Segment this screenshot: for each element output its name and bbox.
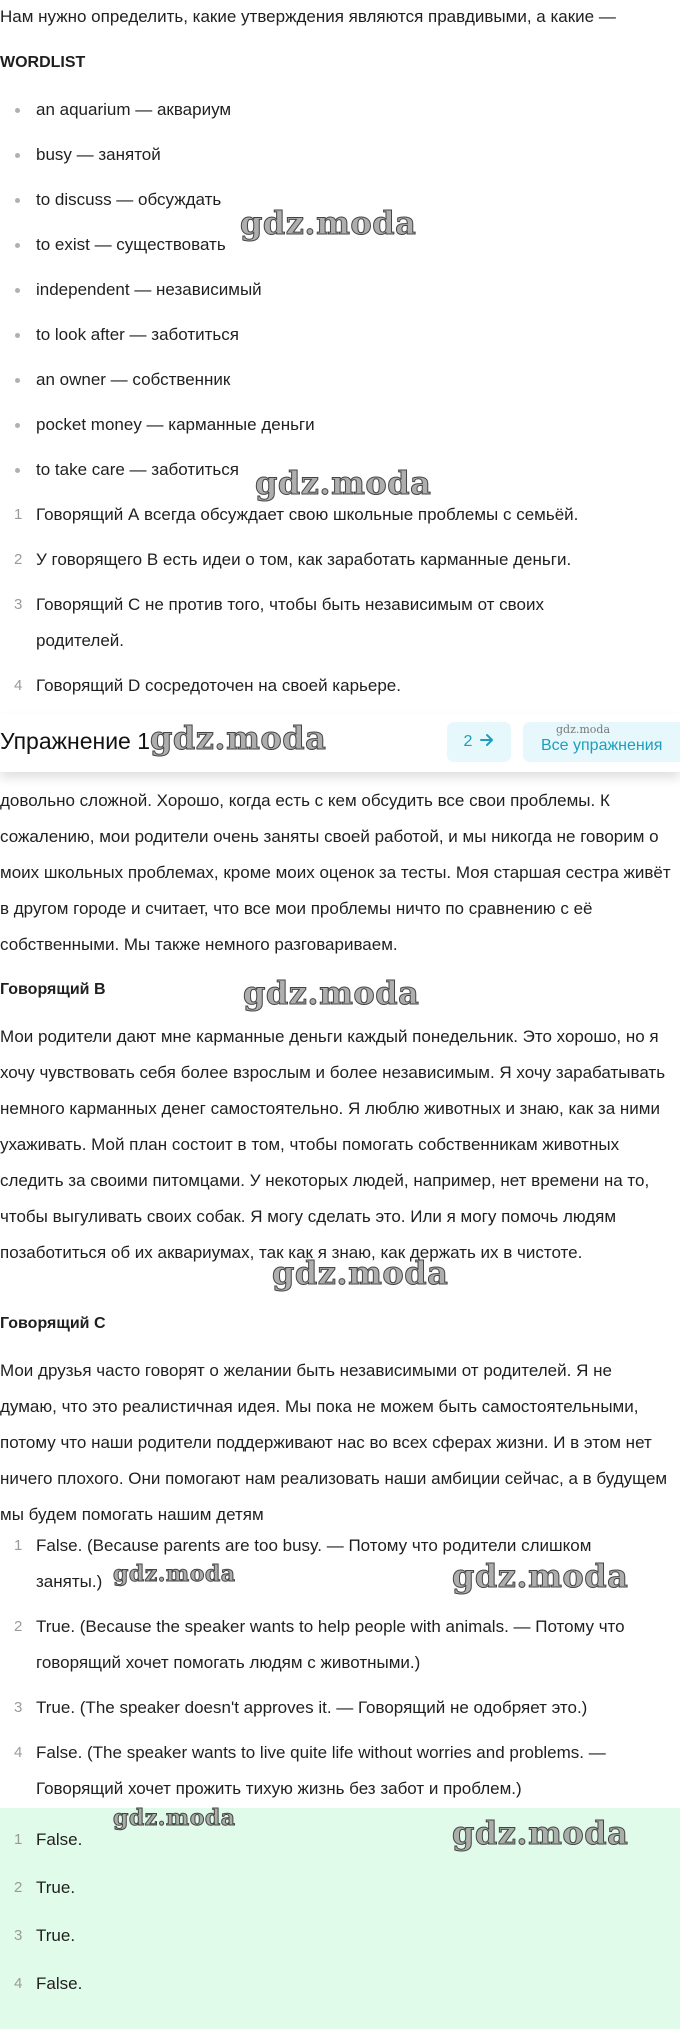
- watermark: gdz.moda: [255, 464, 432, 502]
- wordlist-item: pocket money — карманные деньги: [0, 402, 315, 447]
- answer-number: 3: [14, 1927, 23, 1944]
- explanation-number: 2: [14, 1618, 23, 1635]
- statements-list: [0, 497, 650, 704]
- speaker-a-text: довольно сложной. Хорошо, когда есть с кем обсудить все свои проблемы. К сожалению, мои родители очень заняты своей работой, и мы никогда не говорим о моих школьных проблемах, кроме моих оценок за тесты. Моя старшая сестра живёт в другом городе и считает, что все мои проблемы ничто по сравнению с её собственными. Мы также немного разговариваем.: [0, 791, 671, 954]
- wordlist-item: to exist — существовать: [0, 222, 315, 267]
- intro-text: Нам нужно определить, какие утверждения являются правдивыми, а какие —: [0, 7, 616, 26]
- speaker-c-text: Мои друзья часто говорят о желании быть независимыми от родителей. Я не думаю, что это реалистичная идея. Мы пока не можем быть самостоятельными, потому что наши родители поддерживают нас во всех сферах жизни. И в этом нет ничего плохого. Они помогают нам реализовать наши амбиции сейчас, а в будущем мы будем помогать нашим детям: [0, 1361, 668, 1524]
- speaker-b-text: Мои родители дают мне карманные деньги каждый понедельник. Это хорошо, но я хочу чувствовать себя более взрослым и более независимым. Я хочу зарабатывать немного карманных денег самостоятельно. Я люблю животных и знаю, как за ними ухаживать. Мой план состоит в том, чтобы помогать собственникам животных следить за своими питомцами. У некоторых людей, например, нет времени на то, чтобы выгуливать своих собак. Я могу сделать это. Или я могу помочь людям позаботиться об их аквариумах, так как я знаю, как держать их в чистоте.: [0, 1027, 666, 1262]
- next-exercise-button[interactable]: [447, 722, 511, 762]
- answer-item: [0, 1864, 82, 1912]
- wordlist: [0, 87, 315, 492]
- watermark: gdz.moda: [452, 1814, 629, 1852]
- statement-item: [0, 668, 650, 704]
- explanation-item: [0, 1735, 650, 1807]
- answer-text: True.: [36, 1926, 76, 1945]
- watermark: gdz.moda: [150, 719, 327, 757]
- answer-item: [0, 1912, 82, 1960]
- watermark: gdz.moda: [243, 974, 420, 1012]
- exercise-title: Упражнение 1: [0, 728, 151, 754]
- wordlist-item: an owner — собственник: [0, 357, 315, 402]
- explanation-item: [0, 1690, 650, 1726]
- statement-number: 3: [14, 596, 23, 613]
- all-exercises-label: Все упражнения: [541, 737, 663, 754]
- statement-number: 4: [14, 677, 23, 694]
- wordlist-item: an aquarium — аквариум: [0, 87, 315, 132]
- all-exercises-button[interactable]: [523, 722, 680, 762]
- statement-item: [0, 542, 650, 578]
- answer-number: 4: [14, 1975, 23, 1992]
- answer-item: [0, 1960, 82, 2008]
- explanation-number: 1: [14, 1537, 23, 1554]
- wordlist-item: to discuss — обсуждать: [0, 177, 315, 222]
- answer-number: 2: [14, 1879, 23, 1896]
- explanation-text: False. (The speaker wants to live quite life without worries and problems. — Говорящий хочет прожить тихую жизнь без забот и проблем.): [36, 1743, 606, 1798]
- wordlist-item: to look after — заботиться: [0, 312, 315, 357]
- answer-number: 1: [14, 1831, 23, 1848]
- explanation-item: [0, 1609, 650, 1681]
- explanation-text: False. (Because parents are too busy. — Потому что родители слишком заняты.): [36, 1536, 592, 1591]
- explanation-text: True. (Because the speaker wants to help people with animals. — Потому что говорящий хочет помогать людям с животными.): [36, 1617, 625, 1672]
- statement-item: [0, 587, 596, 659]
- watermark: gdz.moda: [240, 204, 417, 242]
- answer-item: [0, 1816, 82, 1864]
- explanation-number: 3: [14, 1699, 23, 1716]
- wordlist-item: to take care — заботиться: [0, 447, 315, 492]
- next-exercise-number: 2: [463, 733, 473, 750]
- statement-number: 2: [14, 551, 23, 568]
- answer-text: True.: [36, 1878, 76, 1897]
- watermark: gdz.moda: [113, 1561, 236, 1587]
- explanation-text: True. (The speaker doesn't approves it. — Говорящий не одобряет это.): [36, 1698, 588, 1717]
- answers-list: [0, 1816, 82, 2008]
- exercise-header: [0, 714, 680, 772]
- statement-text: Говорящий С не против того, чтобы быть независимым от своих родителей.: [36, 595, 544, 650]
- statement-text: Говорящий D сосредоточен на своей карьере.: [36, 676, 401, 695]
- statement-text: Говорящий А всегда обсуждает свою школьные проблемы с семьёй.: [36, 505, 579, 524]
- explanation-number: 4: [14, 1744, 23, 1761]
- watermark: gdz.moda: [452, 1557, 629, 1595]
- speaker-b-title: Говорящий B: [0, 981, 106, 998]
- statement-item: [0, 497, 650, 533]
- watermark: gdz.moda: [113, 1805, 236, 1831]
- statement-text: У говорящего В есть идеи о том, как заработать карманные деньги.: [36, 550, 572, 569]
- wordlist-item: busy — занятой: [0, 132, 315, 177]
- wordlist-item: independent — независимый: [0, 267, 315, 312]
- answer-text: False.: [36, 1974, 83, 1993]
- watermark: gdz.moda: [272, 1254, 449, 1292]
- statement-number: 1: [14, 506, 23, 523]
- answer-text: False.: [36, 1830, 83, 1849]
- wordlist-title: WORDLIST: [0, 54, 86, 71]
- speaker-c-title: Говорящий C: [0, 1315, 106, 1332]
- watermark-small: gdz.moda: [556, 723, 611, 736]
- arrow-right-icon: [480, 733, 494, 752]
